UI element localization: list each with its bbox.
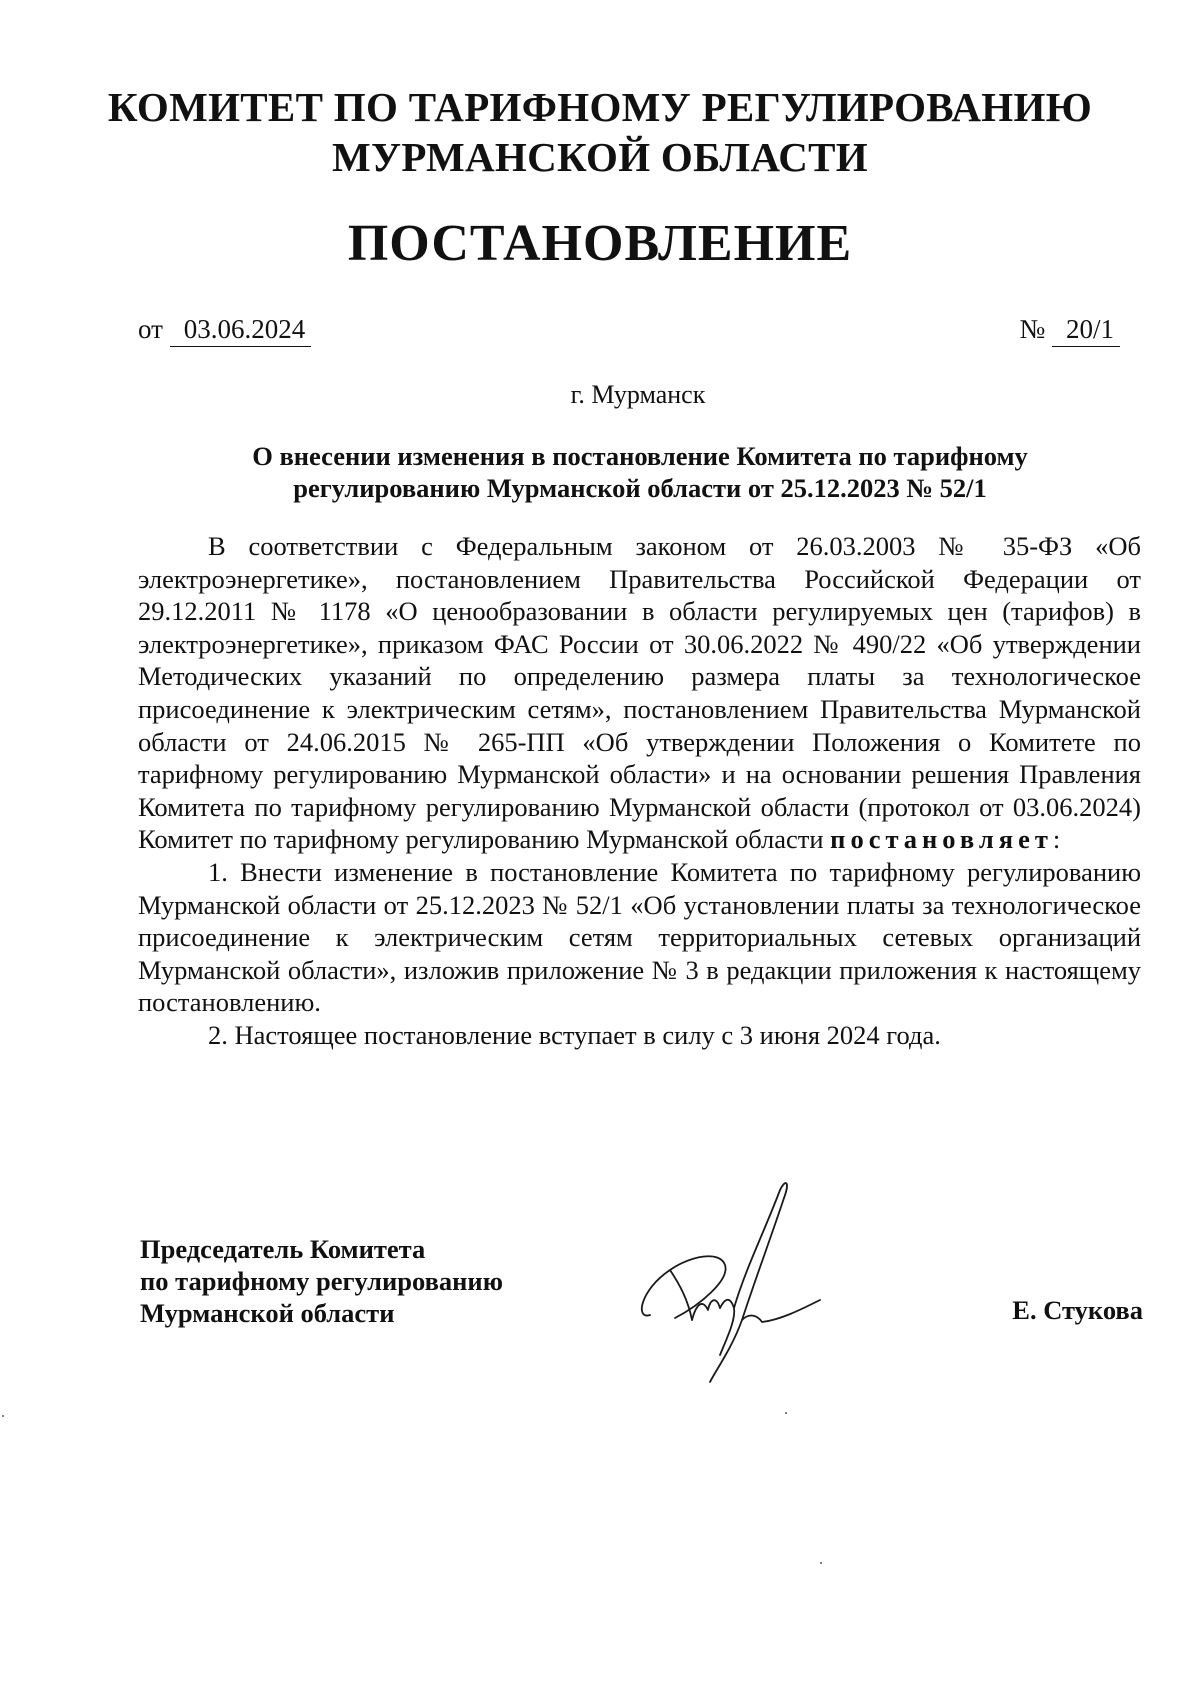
resolves-word: постановляет <box>830 824 1053 855</box>
city: г. Мурманск <box>570 380 706 409</box>
scan-speck <box>2 1415 4 1417</box>
preamble-paragraph <box>138 530 1141 856</box>
signer-title-line3: Мурманской области <box>140 1298 395 1328</box>
number-value: 20/1 <box>1052 312 1120 347</box>
organization-name-line1: КОМИТЕТ ПО ТАРИФНОМУ РЕГУЛИРОВАНИЮ <box>107 84 1093 130</box>
number-prefix: № <box>1019 314 1046 344</box>
scan-speck <box>785 1412 787 1414</box>
document-date <box>138 312 311 347</box>
resolves-colon: : <box>1052 824 1061 855</box>
preamble-text: В соответствии с Федеральным законом от 26.03.2003 № 35-ФЗ «Об электроэнергетике», постановлением Правительства Российской Федерации от 29.12.2011 № 1178 «О ценообразовании в области регулируемых цен (тарифов) в электроэнергетике», приказом ФАС России от 30.06.2022 № 490/22 «Об утверждении Методических указаний по определению размера платы за технологическое присоединение к электрическим сетям», постановлением Правительства Мурманской области от 24.06.2015 № 265-ПП «Об утверждении Положения о Комитете по тарифному регулированию Мурманской области» и на основании решения Правления Комитета по тарифному регулированию Мурманской области (протокол от 03.06.2024) Комитет по тарифному регулированию Мурманской области <box>138 531 1141 855</box>
date-value: 03.06.2024 <box>170 312 312 347</box>
subject-line2: регулированию Мурманской области от 25.12.2023 № 52/1 <box>293 473 987 503</box>
organization-name <box>0 82 1200 182</box>
signer-name: Е. Стукова <box>1012 1295 1143 1325</box>
item-2-paragraph: 2. Настоящее постановление вступает в силу с 3 июня 2024 года. <box>208 1019 941 1050</box>
organization-name-line2: МУРМАНСКОЙ ОБЛАСТИ <box>332 134 868 180</box>
document-type-title: ПОСТАНОВЛЕНИЕ <box>347 215 853 272</box>
document-number <box>1019 312 1120 347</box>
document-subject <box>140 440 1140 504</box>
scan-speck <box>820 1562 822 1564</box>
signer-title-line2: по тарифному регулированию <box>140 1266 503 1296</box>
signer-title <box>140 1233 503 1329</box>
document-body <box>138 530 1141 1052</box>
subject-line1: О внесении изменения в постановление Комитета по тарифному <box>252 441 1028 471</box>
item-1-paragraph: 1. Внести изменение в постановление Комитета по тарифному регулированию Мурманской области от 25.12.2023 № 52/1 «Об установлении платы за технологическое присоединение к электрическим сетям территориальных сетевых организаций Мурманской области», изложив приложение № 3 в редакции приложения к настоящему постановлению. <box>138 856 1141 1018</box>
date-prefix: от <box>138 314 163 344</box>
signer-title-line1: Председатель Комитета <box>140 1234 426 1264</box>
handwritten-signature <box>630 1170 850 1390</box>
